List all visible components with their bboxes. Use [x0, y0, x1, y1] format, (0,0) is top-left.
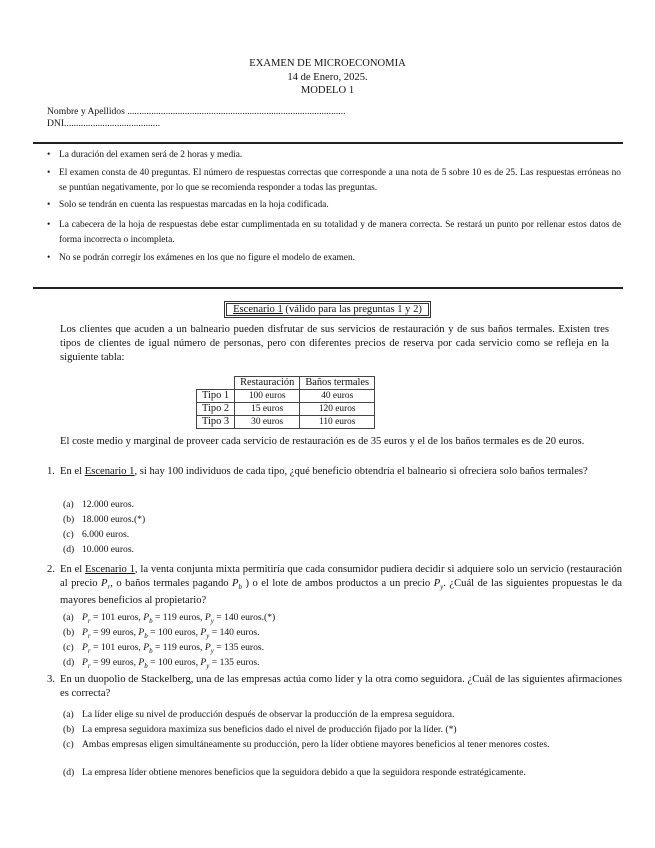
- option-label: (a): [63, 709, 74, 720]
- exam-date: 14 de Enero, 2025.: [287, 71, 368, 83]
- price-subscript: b: [144, 631, 148, 640]
- option: [63, 708, 628, 723]
- option-label: (c): [63, 642, 74, 653]
- option: [63, 766, 628, 781]
- exam-title: EXAMEN DE MICROECONOMIA: [249, 58, 406, 69]
- price-subscript: b: [149, 646, 153, 655]
- question-2: [47, 563, 622, 608]
- instruction-item: • La cabecera de la hoja de respuestas debe estar cumplimentada en su totalidad y de manera correcta. Se restará un punto por rellenar estos datos de forma incorrecta o incompleta.: [47, 218, 621, 247]
- price-symbol: P: [232, 578, 239, 589]
- table-header: Restauración: [235, 377, 300, 390]
- equals: =: [213, 642, 225, 653]
- option-text: La líder elige su nivel de producción después de observar la producción de la empresa seguidora.: [82, 709, 455, 720]
- equals: =: [90, 657, 101, 668]
- price-symbol: P: [82, 612, 88, 623]
- table-cell: 15 euros: [235, 403, 300, 416]
- price-subscript: b: [144, 661, 148, 670]
- price-subscript: r: [87, 616, 91, 625]
- table-cell: 110 euros: [300, 416, 375, 429]
- unit: euros,: [172, 657, 201, 668]
- question-text: En el: [60, 564, 86, 575]
- price-r: 99: [100, 657, 111, 668]
- table-row: [197, 403, 375, 416]
- option-text: Ambas empresas eligen simultáneamente su producción, pero la líder obtiene mayores beneficios al tener menores costes.: [82, 739, 550, 750]
- equals: =: [147, 657, 158, 668]
- divider: [33, 142, 623, 144]
- question-1: [47, 465, 622, 479]
- price-subscript: r: [87, 646, 91, 655]
- option-text: La empresa seguidora maximiza sus beneficios dado el nivel de producción fijado por la líder. (*): [82, 724, 457, 735]
- table-header: Baños termales: [300, 377, 375, 390]
- unit: euros,: [110, 657, 139, 668]
- option-text: 6.000 euros.: [82, 529, 130, 540]
- unit: euros,: [176, 612, 205, 623]
- unit: euros,: [176, 642, 205, 653]
- table-header-row: [197, 377, 375, 390]
- price-subscript: y: [440, 583, 444, 592]
- student-fields: [47, 106, 345, 130]
- price-symbol: P: [143, 612, 150, 623]
- price-subscript: b: [149, 616, 153, 625]
- question-text: , o baños termales pagando: [110, 578, 233, 589]
- table-row: [197, 416, 375, 429]
- price-symbol: P: [204, 642, 211, 653]
- table-header: [197, 377, 235, 390]
- price-symbol: P: [82, 657, 88, 668]
- scenario-label: Escenario 1: [233, 304, 283, 315]
- scenario-ref: Escenario 1: [85, 564, 135, 575]
- question-3: [47, 673, 622, 701]
- option-text: 10.000 euros.: [82, 544, 134, 555]
- price-symbol: P: [101, 578, 108, 589]
- unit: euros,: [110, 627, 139, 638]
- option-text: 12.000 euros.: [82, 499, 134, 510]
- exam-model: MODELO 1: [300, 85, 355, 96]
- question-text: , la venta conjunta mixta permitiría que cada consumidor pudiera decidir si adquiere solo un servicio (restauración al precio: [60, 564, 622, 589]
- price-subscript: r: [87, 631, 91, 640]
- price-y: 140: [224, 612, 239, 623]
- exam-header: [0, 57, 655, 98]
- option-label: (c): [63, 739, 74, 750]
- price-symbol: P: [82, 627, 88, 638]
- price-b: 119: [162, 642, 177, 653]
- price-b: 100: [158, 657, 173, 668]
- table-cell: 30 euros: [235, 416, 300, 429]
- instruction-item: • Solo se tendrán en cuenta las respuestas marcadas en la hoja codificada.: [47, 198, 621, 213]
- scenario-ref: Escenario 1: [84, 466, 135, 477]
- price-symbol: P: [200, 657, 207, 668]
- equals: =: [90, 642, 101, 653]
- table-cell: 40 euros: [300, 390, 375, 403]
- price-subscript: b: [238, 583, 243, 592]
- price-y: 140: [219, 627, 234, 638]
- unit: euros,: [115, 612, 144, 623]
- question-number: 3.: [47, 674, 55, 685]
- dni-field: DNI........................................: [47, 118, 160, 129]
- price-r: 99: [100, 627, 111, 638]
- option-label: (b): [63, 724, 75, 735]
- price-subscript: r: [107, 583, 111, 592]
- table-cell: Tipo 2: [197, 403, 235, 416]
- table-cell: Tipo 1: [197, 390, 235, 403]
- scenario-intro: Los clientes que acuden a un balneario pueden disfrutar de sus servicios de restauración y de sus baños termales. Existen tres tipos de clientes de igual número de personas, pero con diferentes precios de reserva por cada servicio como se refleja en la siguiente tabla:: [60, 324, 609, 363]
- option-label: (b): [63, 627, 75, 638]
- option: [63, 543, 628, 558]
- unit: euros,: [172, 627, 201, 638]
- question-text: , si hay 100 individuos de cada tipo, ¿qué beneficio obtendría el balneario si ofreciera solo baños termales?: [134, 466, 588, 477]
- prices-table: [196, 376, 375, 429]
- table-cell: 100 euros: [235, 390, 300, 403]
- option-end: euros.: [238, 642, 264, 653]
- instruction-item: • No se podrán corregir los exámenes en los que no figure el modelo de examen.: [47, 251, 621, 266]
- price-symbol: P: [204, 612, 211, 623]
- equals: =: [209, 657, 220, 668]
- price-symbol: P: [138, 627, 145, 638]
- price-y: 135: [219, 657, 234, 668]
- price-subscript: y: [206, 661, 210, 670]
- question-text: ) o el lote de ambos productos a un precio: [242, 578, 434, 589]
- instruction-item: • El examen consta de 40 preguntas. El número de respuestas correctas que corresponde a una nota de 5 sobre 10 es de 25. Las respuestas erróneas no se puntúan negativamente, por lo que se recomienda responder a todas las preguntas.: [47, 166, 621, 195]
- option-label: (d): [63, 657, 75, 668]
- price-symbol: P: [200, 627, 207, 638]
- question-text: En el: [60, 466, 85, 477]
- option-label: (a): [63, 612, 74, 623]
- option-end: euros.: [233, 627, 260, 638]
- option-label: (d): [63, 544, 75, 555]
- price-symbol: P: [138, 657, 145, 668]
- equals: =: [213, 612, 225, 623]
- scenario-scope: (válido para las preguntas 1 y 2): [282, 304, 422, 315]
- price-r: 101: [100, 642, 116, 653]
- option: [63, 528, 628, 543]
- table-cell: 120 euros: [300, 403, 375, 416]
- option: [63, 738, 628, 753]
- option: [63, 723, 628, 738]
- question-number: 2.: [47, 564, 55, 575]
- equals: =: [147, 627, 158, 638]
- scenario-heading: [0, 304, 655, 315]
- option-text: 18.000 euros.(*): [82, 514, 146, 525]
- question-text: En un duopolio de Stackelberg, una de las empresas actúa como líder y la otra como seguidora. ¿Cuál de las siguientes afirmaciones es correcta?: [60, 674, 622, 699]
- option-end: euros.: [233, 657, 260, 668]
- option-label: (b): [63, 514, 75, 525]
- instruction-item: • La duración del examen será de 2 horas y media.: [47, 148, 621, 163]
- price-subscript: r: [87, 661, 91, 670]
- price-subscript: y: [206, 631, 210, 640]
- price-b: 119: [162, 612, 177, 623]
- price-symbol: P: [143, 642, 150, 653]
- name-field: Nombre y Apellidos ...........................................................................................: [47, 106, 346, 117]
- option-end: euros.(*): [238, 612, 276, 623]
- question-text: . ¿Cuál de las siguientes propuestas le da mayores beneficios al propietario?: [60, 578, 622, 607]
- table-row: [197, 390, 375, 403]
- price-symbol: P: [82, 642, 88, 653]
- option-text: La empresa líder obtiene menores beneficios que la seguidora debido a que la seguidora responde estratégicamente.: [82, 767, 526, 778]
- option: [63, 656, 628, 673]
- equals: =: [90, 627, 101, 638]
- question-number: 1.: [47, 466, 55, 477]
- price-b: 100: [158, 627, 173, 638]
- equals: =: [152, 642, 163, 653]
- option-label: (c): [63, 529, 74, 540]
- table-cell: Tipo 3: [197, 416, 235, 429]
- scenario-costs: El coste medio y marginal de proveer cada servicio de restauración es de 35 euros y el de los baños termales es de 20 euros.: [60, 436, 585, 447]
- option-label: (d): [63, 767, 75, 778]
- equals: =: [152, 612, 163, 623]
- unit: euros,: [115, 642, 144, 653]
- price-subscript: y: [210, 616, 214, 625]
- divider: [33, 287, 623, 289]
- price-subscript: y: [210, 646, 214, 655]
- price-y: 135: [224, 642, 239, 653]
- equals: =: [90, 612, 101, 623]
- option: [63, 498, 628, 513]
- option: [63, 513, 628, 528]
- equals: =: [209, 627, 220, 638]
- price-symbol: P: [433, 578, 441, 589]
- price-r: 101: [100, 612, 116, 623]
- option-label: (a): [63, 499, 74, 510]
